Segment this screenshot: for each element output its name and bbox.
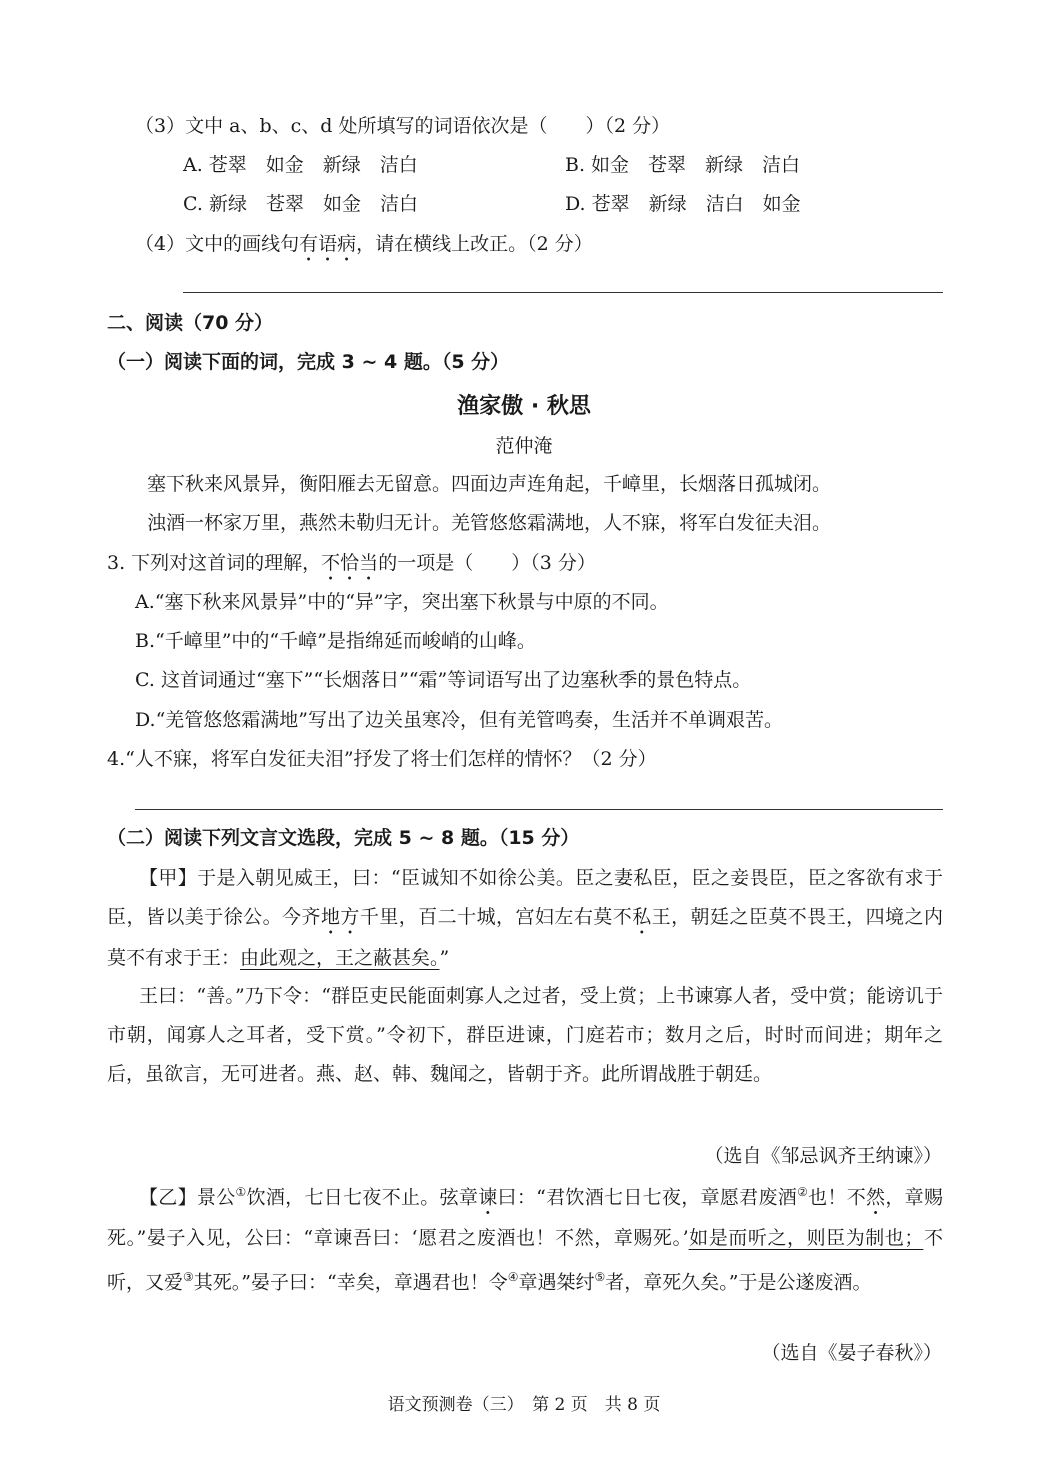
poem-title: 渔家傲 · 秋思: [457, 394, 591, 419]
question-3-option-c: C. 这首词通过“塞下”“长烟落日”“霜”等词语写出了边塞秋季的景色特点。: [135, 669, 752, 691]
poem-line-2: 浊酒一杯家万里，燕然未勒归无计。羌管悠悠霜满地，人不寐，将军白发征夫泪。: [147, 512, 832, 534]
poem-line-1: 塞下秋来风景异，衡阳雁去无留意。四面边声连角起，千嶂里，长烟落日孤城闭。: [147, 473, 832, 495]
passage-yi: [107, 1173, 943, 1303]
footnote-marker: ④: [507, 1270, 519, 1285]
question-3-text: 3. 下列对这首词的理解，: [107, 552, 322, 574]
passage-text: ”: [439, 947, 450, 969]
emphasis-text: 然: [866, 1186, 886, 1209]
option-d: D. 苍翠 新绿 洁白 如金: [565, 193, 801, 215]
question-4-text: （4）文中的画线句: [135, 233, 300, 255]
section-heading: 二、阅读（70 分）: [107, 312, 274, 334]
option-a: A. 苍翠 如金 新绿 洁白: [183, 154, 418, 176]
question-3-option-a: A.“塞下秋来风景异”中的“异”字，突出塞下秋景与中原的不同。: [135, 591, 669, 613]
passage-text: 千里，百二十城，宫妇左右莫不: [359, 906, 633, 928]
answer-line: [135, 809, 943, 810]
emphasis-text: 地方: [320, 906, 360, 928]
underlined-sentence: 如是而听之，则臣为制也；: [688, 1227, 924, 1250]
passage-text: 不听，又爱: [107, 1227, 943, 1294]
passage-text: 曰：“君饮酒七日七夜，章愿君废酒: [497, 1186, 798, 1209]
question-3-option-d: D.“羌管悠悠霜满地”写出了边关虽寒冷，但有羌管鸣奏，生活并不单调艰苦。: [135, 709, 784, 731]
question-4-stem: [135, 232, 593, 266]
emphasis-text: 谏: [478, 1186, 498, 1209]
part1-heading: （一）阅读下面的词，完成 3 ~ 4 题。（5 分）: [107, 351, 510, 373]
poem-author: 范仲淹: [495, 435, 553, 457]
source-citation: （选自《邹忌讽齐王纳谏》）: [704, 1145, 942, 1167]
page-footer: 语文预测卷（三） 第 2 页 共 8 页: [387, 1395, 661, 1415]
question-3-option-b: B.“千嶂里”中的“千嶂”是指绵延而峻峭的山峰。: [135, 630, 536, 652]
question-3-text-end: 的一项是（ ）（3 分）: [378, 552, 596, 574]
answer-line: [183, 292, 943, 293]
passage-jia-paragraph-2: 王曰：“善。”乃下令：“群臣吏民能面刺寡人之过者，受上赏；上书谏寡人者，受中赏；能谤讥于市朝，闻寡人之耳者，受下赏。”令初下，群臣进谏，门庭若市；数月之后，时时而间进；期年之后，虽欲言，无可进者。燕、赵、韩、魏闻之，皆朝于齐。此所谓战胜于朝廷。: [107, 985, 943, 1085]
emphasis-text: 有语病: [299, 233, 357, 255]
passage-text: 其死。”晏子曰：“幸矣，章遇君也！令: [193, 1271, 508, 1294]
passage-text: ，章赐死。”晏子入见，公曰：“章谏吾曰：‘愿君之废酒也！不然，章赐死。’: [107, 1186, 943, 1250]
passage-text: 王，朝廷之臣莫不畏王，四境之内莫不有求于王：: [107, 906, 943, 969]
passage-text: 者，章死久矣。”于是公遂废酒。: [605, 1271, 872, 1294]
question-3: [107, 551, 596, 585]
underlined-sentence: 由此观之，王之蔽甚矣。: [240, 947, 440, 969]
part2-heading: （二）阅读下列文言文选段，完成 5 ~ 8 题。（15 分）: [107, 827, 580, 849]
footnote-marker: ③: [183, 1270, 194, 1285]
passage-text: 也！不: [808, 1186, 867, 1209]
option-b: B. 如金 苍翠 新绿 洁白: [565, 154, 801, 176]
emphasis-text: 私: [632, 906, 652, 928]
option-c: C. 新绿 苍翠 如金 洁白: [183, 193, 418, 215]
footnote-marker: ①: [235, 1185, 247, 1199]
question-4-text-end: ，请在横线上改正。（2 分）: [356, 233, 593, 255]
footnote-marker: ②: [797, 1185, 809, 1199]
passage-text: 【乙】景公: [139, 1186, 236, 1209]
footnote-marker: ⑤: [594, 1270, 606, 1285]
source-citation: （选自《晏子春秋》）: [761, 1342, 942, 1364]
question-3-stem: （3）文中 a、b、c、d 处所填写的词语依次是（ ）（2 分）: [135, 115, 671, 137]
emphasis-text: 不恰当: [321, 552, 379, 574]
passage-text: 【甲】于是入朝见威王，曰：“臣诚知不如徐公美。臣之妻私臣，臣之妾畏臣，臣之客欲有求于臣，皆以美于徐公。今齐: [107, 867, 943, 928]
passage-text: 章遇桀纣: [518, 1271, 595, 1294]
question-4: 4.“人不寐，将军白发征夫泪”抒发了将士们怎样的情怀？（2 分）: [107, 748, 657, 770]
passage-jia-paragraph-1: [107, 859, 943, 978]
passage-text: 饮酒，七日七夜不止。弦章: [246, 1186, 479, 1209]
